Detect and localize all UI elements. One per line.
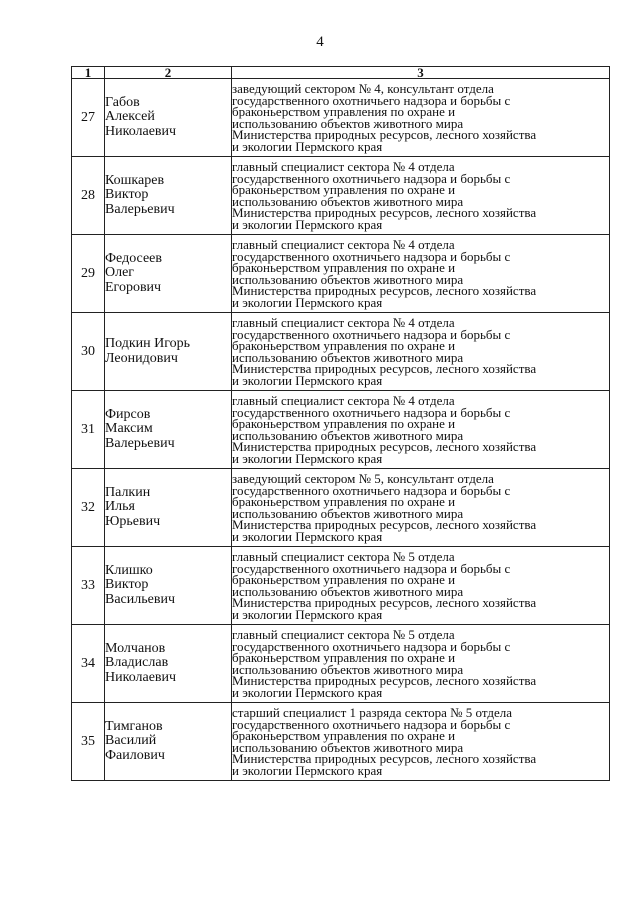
- column-header-position: 3: [232, 67, 610, 79]
- row-number: 27: [72, 79, 105, 157]
- position-cell: [232, 235, 610, 313]
- staff-table: [71, 66, 610, 781]
- employee-name-cell: [105, 391, 232, 469]
- table-body: [72, 79, 610, 781]
- position-line: государственного охотничьего надзора и борьбы с: [232, 92, 511, 108]
- employee-name-line: Молчанов: [105, 640, 166, 656]
- position-line: государственного охотничьего надзора и борьбы с: [232, 170, 511, 186]
- position-cell: [232, 547, 610, 625]
- employee-name-line: Федосеев: [105, 250, 162, 266]
- position-line: использованию объектов животного мира: [232, 583, 464, 599]
- position-line: использованию объектов животного мира: [232, 349, 464, 365]
- position-line: браконьерством управления по охране и: [232, 494, 456, 509]
- table-row: [72, 391, 610, 469]
- employee-name-line: Юрьевич: [105, 513, 161, 529]
- position-line: государственного охотничьего надзора и борьбы с: [232, 326, 511, 342]
- table-row: [72, 313, 610, 391]
- employee-name-line: Олег: [105, 265, 135, 281]
- employee-name-line: Кошкарев: [105, 172, 165, 188]
- employee-name-line: Николаевич: [105, 669, 177, 685]
- position-line: браконьерством управления по охране и: [232, 338, 456, 353]
- row-number: 28: [72, 157, 105, 235]
- position-line: заведующий сектором № 4, консультант отдела: [232, 81, 494, 96]
- employee-name-line: Илья: [105, 499, 135, 515]
- position-line: государственного охотничьего надзора и борьбы с: [232, 716, 511, 732]
- row-number: 33: [72, 547, 105, 625]
- position-line: Министерства природных ресурсов, лесного хозяйства: [232, 439, 537, 454]
- position-line: Министерства природных ресурсов, лесного хозяйства: [232, 361, 537, 376]
- position-line: Министерства природных ресурсов, лесного хозяйства: [232, 673, 537, 688]
- row-number: 29: [72, 235, 105, 313]
- position-line: заведующий сектором № 5, консультант отдела: [232, 471, 494, 486]
- position-line: Министерства природных ресурсов, лесного хозяйства: [232, 283, 537, 298]
- position-line: главный специалист сектора № 4 отдела: [232, 393, 455, 408]
- employee-name-line: Габов: [105, 94, 140, 110]
- column-header-number: 1: [72, 67, 105, 79]
- position-line: использованию объектов животного мира: [232, 193, 464, 209]
- employee-name-cell: [105, 79, 232, 157]
- employee-name-line: Владислав: [105, 655, 169, 671]
- position-line: использованию объектов животного мира: [232, 271, 464, 287]
- position-line: главный специалист сектора № 4 отдела: [232, 237, 455, 252]
- position-line: браконьерством управления по охране и: [232, 728, 456, 743]
- row-number: 35: [72, 703, 105, 781]
- position-line: и экологии Пермского края: [232, 606, 383, 622]
- employee-name-cell: [105, 235, 232, 313]
- position-line: государственного охотничьего надзора и борьбы с: [232, 482, 511, 498]
- position-line: браконьерством управления по охране и: [232, 104, 456, 119]
- position-line: государственного охотничьего надзора и борьбы с: [232, 560, 511, 576]
- employee-name-cell: [105, 469, 232, 547]
- employee-name-line: Палкин: [105, 484, 151, 500]
- employee-name-line: Тимганов: [105, 718, 163, 734]
- position-cell: [232, 703, 610, 781]
- table-row: [72, 625, 610, 703]
- position-line: и экологии Пермского края: [232, 138, 383, 154]
- employee-name-cell: [105, 157, 232, 235]
- position-line: использованию объектов животного мира: [232, 427, 464, 443]
- employee-name-cell: [105, 625, 232, 703]
- position-line: главный специалист сектора № 5 отдела: [232, 549, 455, 564]
- employee-name-cell: [105, 547, 232, 625]
- position-line: Министерства природных ресурсов, лесного хозяйства: [232, 751, 537, 766]
- position-cell: [232, 469, 610, 547]
- employee-name-cell: [105, 703, 232, 781]
- table-row: [72, 547, 610, 625]
- table-row: [72, 469, 610, 547]
- position-line: Министерства природных ресурсов, лесного хозяйства: [232, 205, 537, 220]
- position-line: браконьерством управления по охране и: [232, 182, 456, 197]
- table-row: [72, 157, 610, 235]
- employee-name-line: Василий: [105, 733, 157, 749]
- table-row: [72, 235, 610, 313]
- employee-name-line: Подкин Игорь: [105, 336, 191, 351]
- row-number: 30: [72, 313, 105, 391]
- employee-name-line: Николаевич: [105, 123, 177, 139]
- position-line: использованию объектов животного мира: [232, 115, 464, 131]
- column-header-name: 2: [105, 67, 232, 79]
- employee-name-line: Фирсов: [105, 406, 151, 422]
- position-line: государственного охотничьего надзора и борьбы с: [232, 248, 511, 264]
- page-number: 4: [316, 34, 324, 50]
- position-line: главный специалист сектора № 5 отдела: [232, 627, 455, 642]
- position-line: использованию объектов животного мира: [232, 505, 464, 521]
- position-line: Министерства природных ресурсов, лесного хозяйства: [232, 127, 537, 142]
- position-line: использованию объектов животного мира: [232, 739, 464, 755]
- position-line: Министерства природных ресурсов, лесного хозяйства: [232, 517, 537, 532]
- position-cell: [232, 157, 610, 235]
- row-number: 31: [72, 391, 105, 469]
- employee-name-line: Егорович: [105, 279, 162, 295]
- row-number: 32: [72, 469, 105, 547]
- employee-name-cell: [105, 313, 232, 391]
- position-line: и экологии Пермского края: [232, 528, 383, 544]
- position-line: и экологии Пермского края: [232, 294, 383, 310]
- row-number: 34: [72, 625, 105, 703]
- employee-name-line: Фаилович: [105, 747, 165, 763]
- position-line: и экологии Пермского края: [232, 684, 383, 700]
- employee-name-line: Максим: [105, 421, 153, 437]
- position-line: государственного охотничьего надзора и борьбы с: [232, 404, 511, 420]
- table-header-row: [72, 67, 610, 79]
- position-line: главный специалист сектора № 4 отдела: [232, 159, 455, 174]
- position-line: браконьерством управления по охране и: [232, 650, 456, 665]
- employee-name-line: Алексей: [105, 109, 155, 125]
- position-line: браконьерством управления по охране и: [232, 260, 456, 275]
- position-line: и экологии Пермского края: [232, 450, 383, 466]
- employee-name-line: Валерьевич: [105, 435, 175, 451]
- position-line: браконьерством управления по охране и: [232, 416, 456, 431]
- employee-name-line: Леонидович: [105, 350, 178, 366]
- position-cell: [232, 391, 610, 469]
- position-line: Министерства природных ресурсов, лесного хозяйства: [232, 595, 537, 610]
- position-cell: [232, 79, 610, 157]
- employee-name-line: Клишко: [105, 562, 153, 578]
- position-line: главный специалист сектора № 4 отдела: [232, 315, 455, 330]
- position-line: браконьерством управления по охране и: [232, 572, 456, 587]
- table-row: [72, 79, 610, 157]
- position-line: и экологии Пермского края: [232, 762, 383, 778]
- table-row: [72, 703, 610, 781]
- employee-name-line: Виктор: [105, 187, 149, 203]
- position-line: и экологии Пермского края: [232, 372, 383, 388]
- employee-name-line: Виктор: [105, 577, 149, 593]
- position-line: использованию объектов животного мира: [232, 661, 464, 677]
- position-cell: [232, 625, 610, 703]
- position-cell: [232, 313, 610, 391]
- position-line: и экологии Пермского края: [232, 216, 383, 232]
- employee-name-line: Васильевич: [105, 591, 175, 607]
- employee-name-line: Валерьевич: [105, 201, 175, 217]
- position-line: старший специалист 1 разряда сектора № 5 отдела: [232, 705, 513, 720]
- position-line: государственного охотничьего надзора и борьбы с: [232, 638, 511, 654]
